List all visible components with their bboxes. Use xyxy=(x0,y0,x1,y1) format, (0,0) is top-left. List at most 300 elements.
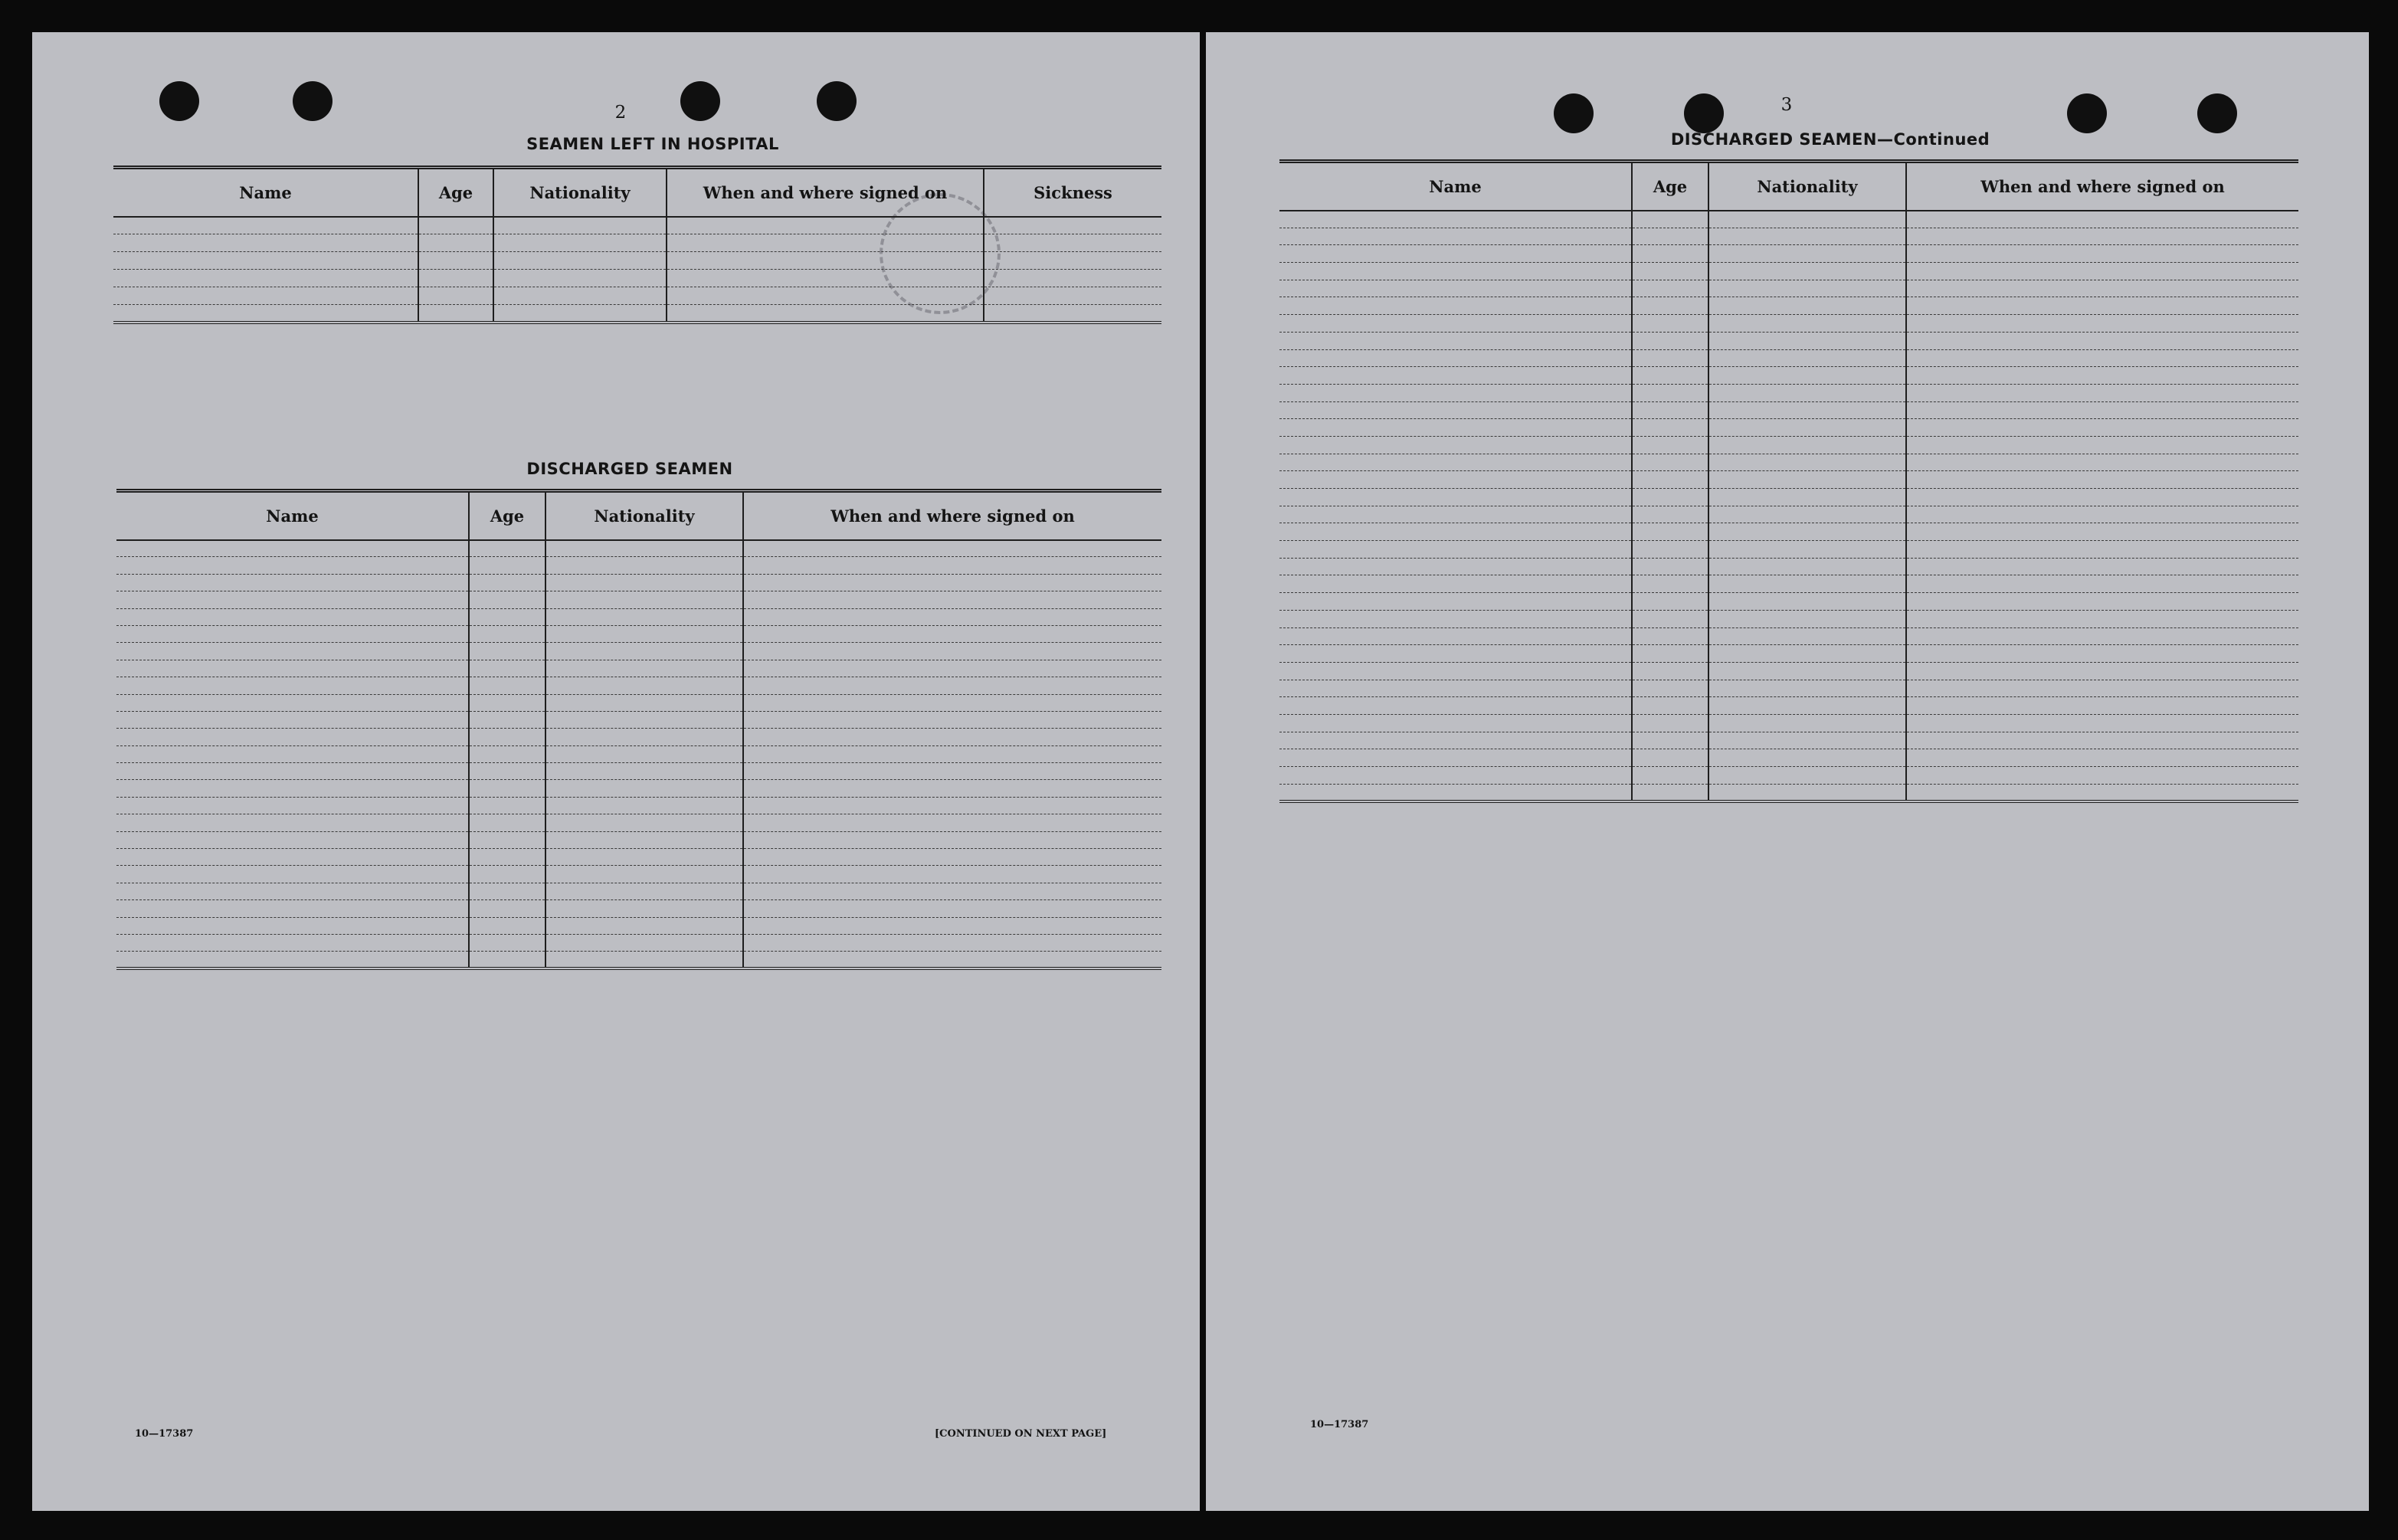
table-row xyxy=(1279,714,2298,732)
table-cell xyxy=(1279,662,1632,680)
table-cell xyxy=(1632,332,1708,349)
table-cell xyxy=(116,540,469,557)
table-cell xyxy=(469,831,545,848)
table-cell xyxy=(743,745,1161,762)
table-cell xyxy=(1708,297,1906,315)
table-cell xyxy=(743,763,1161,780)
table-cell xyxy=(743,814,1161,831)
table-row xyxy=(1279,349,2298,367)
table-cell xyxy=(1632,211,1708,228)
table-cell xyxy=(1632,436,1708,454)
table-cell xyxy=(1279,245,1632,263)
table-row xyxy=(1279,454,2298,471)
column-header-name: Name xyxy=(113,168,418,217)
table-cell xyxy=(469,660,545,677)
table-row xyxy=(1279,384,2298,401)
table-cell xyxy=(545,591,743,608)
table-cell xyxy=(743,540,1161,557)
table-cell xyxy=(1279,297,1632,315)
table-row xyxy=(116,625,1161,642)
table-cell xyxy=(116,591,469,608)
table-row xyxy=(1279,436,2298,454)
table-cell xyxy=(743,729,1161,745)
table-cell xyxy=(1708,454,1906,471)
table-cell xyxy=(1906,732,2298,749)
table-cell xyxy=(545,952,743,968)
table-cell xyxy=(545,797,743,814)
table-row xyxy=(1279,627,2298,645)
discharged-table-right-body xyxy=(1279,211,2298,801)
table-cell xyxy=(113,270,418,287)
column-header-signed-on: When and where signed on xyxy=(743,491,1161,540)
table-cell xyxy=(116,694,469,711)
table-cell xyxy=(1708,767,1906,785)
table-cell xyxy=(113,287,418,305)
table-cell xyxy=(493,305,667,323)
table-cell xyxy=(743,883,1161,899)
table-cell xyxy=(743,917,1161,934)
punch-hole-icon xyxy=(293,81,333,121)
table-cell xyxy=(1906,697,2298,715)
table-cell xyxy=(469,745,545,762)
table-row xyxy=(1279,245,2298,263)
table-cell xyxy=(1279,523,1632,541)
column-header-sickness: Sickness xyxy=(984,168,1161,217)
table-cell xyxy=(545,866,743,883)
table-cell xyxy=(1708,749,1906,767)
discharged-table-right xyxy=(1279,159,2298,803)
table-cell xyxy=(743,591,1161,608)
table-cell xyxy=(545,763,743,780)
table-cell xyxy=(469,849,545,866)
table-cell xyxy=(1708,558,1906,575)
table-cell xyxy=(743,934,1161,951)
table-cell xyxy=(984,305,1161,323)
table-cell xyxy=(545,643,743,660)
table-cell xyxy=(1906,627,2298,645)
table-cell xyxy=(1632,610,1708,627)
table-cell xyxy=(1632,315,1708,333)
table-cell xyxy=(418,270,493,287)
table-cell xyxy=(1279,454,1632,471)
table-cell xyxy=(545,814,743,831)
table-row xyxy=(116,934,1161,951)
table-cell xyxy=(1906,714,2298,732)
table-cell xyxy=(545,917,743,934)
table-row xyxy=(116,694,1161,711)
section-title-hospital: SEAMEN LEFT IN HOSPITAL xyxy=(526,135,779,153)
table-cell xyxy=(1279,732,1632,749)
table-cell xyxy=(1279,384,1632,401)
table-cell xyxy=(116,763,469,780)
table-cell xyxy=(1708,506,1906,523)
table-cell xyxy=(667,270,984,287)
table-cell xyxy=(1906,489,2298,506)
table-cell xyxy=(1708,332,1906,349)
table-cell xyxy=(1708,680,1906,697)
table-cell xyxy=(1708,541,1906,559)
table-cell xyxy=(1906,541,2298,559)
table-cell xyxy=(545,540,743,557)
table-cell xyxy=(418,217,493,234)
table-cell xyxy=(116,660,469,677)
table-cell xyxy=(116,574,469,591)
table-cell xyxy=(1632,593,1708,611)
table-cell xyxy=(1279,506,1632,523)
table-row xyxy=(113,217,1161,234)
table-row xyxy=(1279,471,2298,489)
table-cell xyxy=(493,217,667,234)
table-cell xyxy=(545,900,743,917)
discharged-table-left-body xyxy=(116,540,1161,969)
table-row xyxy=(116,660,1161,677)
table-row xyxy=(113,287,1161,305)
table-cell xyxy=(1906,297,2298,315)
table-cell xyxy=(743,952,1161,968)
table-cell xyxy=(1279,627,1632,645)
table-row xyxy=(116,883,1161,899)
discharged-table-left xyxy=(116,489,1161,970)
table-row xyxy=(113,270,1161,287)
table-cell xyxy=(1708,436,1906,454)
table-cell xyxy=(469,608,545,625)
table-cell xyxy=(1708,384,1906,401)
table-cell xyxy=(469,729,545,745)
table-cell xyxy=(116,780,469,797)
table-cell xyxy=(667,287,984,305)
table-cell xyxy=(984,287,1161,305)
table-cell xyxy=(116,608,469,625)
table-cell xyxy=(1906,680,2298,697)
table-cell xyxy=(545,934,743,951)
table-cell xyxy=(1708,575,1906,593)
column-header-age: Age xyxy=(469,491,545,540)
table-cell xyxy=(1906,471,2298,489)
table-cell xyxy=(545,574,743,591)
column-header-age: Age xyxy=(1632,162,1708,211)
table-cell xyxy=(469,883,545,899)
table-cell xyxy=(1906,558,2298,575)
table-cell xyxy=(116,952,469,968)
table-cell xyxy=(1632,662,1708,680)
table-cell xyxy=(1279,315,1632,333)
table-row xyxy=(1279,732,2298,749)
table-cell xyxy=(1708,645,1906,663)
table-cell xyxy=(1906,211,2298,228)
table-cell xyxy=(667,234,984,252)
table-row xyxy=(1279,575,2298,593)
table-row xyxy=(116,711,1161,728)
punch-hole-icon xyxy=(680,81,720,121)
table-cell xyxy=(743,608,1161,625)
table-cell xyxy=(743,557,1161,574)
table-cell xyxy=(1906,332,2298,349)
table-cell xyxy=(1279,680,1632,697)
table-row xyxy=(113,252,1161,270)
table-cell xyxy=(984,270,1161,287)
table-row xyxy=(116,574,1161,591)
table-cell xyxy=(1279,471,1632,489)
table-cell xyxy=(1279,541,1632,559)
table-cell xyxy=(1632,297,1708,315)
table-cell xyxy=(116,643,469,660)
table-cell xyxy=(418,234,493,252)
table-cell xyxy=(1632,228,1708,245)
form-number: 10—17387 xyxy=(135,1428,194,1440)
table-cell xyxy=(113,217,418,234)
table-cell xyxy=(545,608,743,625)
table-cell xyxy=(743,643,1161,660)
table-cell xyxy=(1708,211,1906,228)
table-cell xyxy=(1632,680,1708,697)
table-cell xyxy=(1279,749,1632,767)
table-cell xyxy=(1906,645,2298,663)
table-cell xyxy=(469,952,545,968)
table-cell xyxy=(469,934,545,951)
table-cell xyxy=(1906,280,2298,297)
table-row xyxy=(1279,749,2298,767)
table-cell xyxy=(469,780,545,797)
table-cell xyxy=(984,234,1161,252)
table-cell xyxy=(1906,419,2298,437)
table-cell xyxy=(1708,610,1906,627)
table-cell xyxy=(116,814,469,831)
table-row xyxy=(1279,228,2298,245)
table-row xyxy=(116,540,1161,557)
table-cell xyxy=(545,557,743,574)
table-cell xyxy=(1708,419,1906,437)
table-cell xyxy=(1906,784,2298,801)
punch-hole-icon xyxy=(2067,93,2107,133)
punch-hole-icon xyxy=(1554,93,1594,133)
column-header-age: Age xyxy=(418,168,493,217)
table-cell xyxy=(116,711,469,728)
table-cell xyxy=(667,305,984,323)
table-row xyxy=(1279,662,2298,680)
table-cell xyxy=(1279,767,1632,785)
table-cell xyxy=(1632,541,1708,559)
table-row xyxy=(116,917,1161,934)
table-cell xyxy=(1632,506,1708,523)
table-cell xyxy=(545,883,743,899)
punch-hole-icon xyxy=(1684,93,1724,133)
table-row xyxy=(116,729,1161,745)
table-cell xyxy=(116,866,469,883)
table-cell xyxy=(667,252,984,270)
table-row xyxy=(116,849,1161,866)
table-cell xyxy=(469,591,545,608)
table-cell xyxy=(1279,436,1632,454)
table-row xyxy=(1279,315,2298,333)
table-cell xyxy=(1279,697,1632,715)
hospital-table xyxy=(113,165,1161,324)
table-cell xyxy=(1632,454,1708,471)
table-row xyxy=(1279,680,2298,697)
column-header-name: Name xyxy=(116,491,469,540)
table-cell xyxy=(545,729,743,745)
table-cell xyxy=(1632,367,1708,385)
table-cell xyxy=(116,849,469,866)
table-cell xyxy=(469,540,545,557)
table-cell xyxy=(1906,367,2298,385)
page-number: 3 xyxy=(1780,95,1793,115)
table-cell xyxy=(545,694,743,711)
table-cell xyxy=(469,900,545,917)
table-cell xyxy=(469,574,545,591)
table-cell xyxy=(1279,228,1632,245)
table-cell xyxy=(1279,575,1632,593)
table-cell xyxy=(1632,575,1708,593)
table-cell xyxy=(493,270,667,287)
page-number: 2 xyxy=(614,103,627,123)
table-row xyxy=(1279,541,2298,559)
table-row xyxy=(113,234,1161,252)
table-row xyxy=(1279,610,2298,627)
table-row xyxy=(1279,784,2298,801)
table-row xyxy=(116,763,1161,780)
table-cell xyxy=(1906,454,2298,471)
table-cell xyxy=(116,729,469,745)
table-row xyxy=(1279,297,2298,315)
table-cell xyxy=(545,660,743,677)
table-cell xyxy=(1708,263,1906,280)
table-cell xyxy=(469,694,545,711)
table-cell xyxy=(1279,349,1632,367)
table-cell xyxy=(1906,245,2298,263)
table-cell xyxy=(1632,732,1708,749)
table-cell xyxy=(667,217,984,234)
table-cell xyxy=(1632,349,1708,367)
table-cell xyxy=(493,252,667,270)
right-page xyxy=(1206,32,2369,1511)
table-cell xyxy=(743,677,1161,694)
table-cell xyxy=(1632,419,1708,437)
table-cell xyxy=(116,900,469,917)
punch-hole-icon xyxy=(2197,93,2237,133)
section-title-main: DISCHARGED SEAMEN xyxy=(1670,130,1877,149)
table-cell xyxy=(1906,506,2298,523)
section-title-discharged: DISCHARGED SEAMEN xyxy=(526,460,733,478)
table-cell xyxy=(1906,384,2298,401)
table-cell xyxy=(545,849,743,866)
punch-hole-icon xyxy=(817,81,857,121)
table-cell xyxy=(1632,767,1708,785)
table-cell xyxy=(1708,627,1906,645)
table-cell xyxy=(469,557,545,574)
table-row xyxy=(1279,767,2298,785)
table-cell xyxy=(545,625,743,642)
table-cell xyxy=(116,677,469,694)
table-cell xyxy=(545,711,743,728)
table-cell xyxy=(116,917,469,934)
table-cell xyxy=(469,711,545,728)
table-cell xyxy=(1632,749,1708,767)
table-cell xyxy=(1279,489,1632,506)
table-cell xyxy=(545,831,743,848)
table-cell xyxy=(743,900,1161,917)
table-cell xyxy=(1279,610,1632,627)
table-cell xyxy=(1708,523,1906,541)
table-cell xyxy=(1632,280,1708,297)
table-cell xyxy=(1632,627,1708,645)
table-row xyxy=(116,643,1161,660)
table-cell xyxy=(1632,714,1708,732)
table-cell xyxy=(1279,714,1632,732)
table-cell xyxy=(1279,367,1632,385)
table-cell xyxy=(1708,732,1906,749)
table-cell xyxy=(469,917,545,934)
table-row xyxy=(1279,280,2298,297)
table-row xyxy=(1279,645,2298,663)
table-cell xyxy=(1632,489,1708,506)
table-cell xyxy=(1906,436,2298,454)
table-cell xyxy=(1708,593,1906,611)
table-cell xyxy=(1906,263,2298,280)
table-cell xyxy=(743,797,1161,814)
table-cell xyxy=(545,745,743,762)
table-cell xyxy=(1279,263,1632,280)
section-title-discharged-continued xyxy=(1436,130,2225,149)
table-cell xyxy=(1632,558,1708,575)
table-cell xyxy=(1906,228,2298,245)
table-cell xyxy=(1279,419,1632,437)
hospital-table-body xyxy=(113,217,1161,323)
table-cell xyxy=(743,780,1161,797)
table-cell xyxy=(493,234,667,252)
table-cell xyxy=(1906,610,2298,627)
table-row xyxy=(1279,489,2298,506)
table-cell xyxy=(116,934,469,951)
table-row xyxy=(116,780,1161,797)
table-row xyxy=(116,745,1161,762)
table-cell xyxy=(1632,245,1708,263)
table-cell xyxy=(116,831,469,848)
table-cell xyxy=(1708,367,1906,385)
table-cell xyxy=(1906,315,2298,333)
table-cell xyxy=(469,643,545,660)
table-row xyxy=(1279,506,2298,523)
table-cell xyxy=(1708,245,1906,263)
table-row xyxy=(1279,558,2298,575)
table-cell xyxy=(1708,315,1906,333)
table-row xyxy=(1279,367,2298,385)
table-cell xyxy=(113,252,418,270)
table-cell xyxy=(984,217,1161,234)
table-cell xyxy=(545,780,743,797)
table-cell xyxy=(1906,401,2298,419)
table-row xyxy=(1279,332,2298,349)
table-cell xyxy=(984,252,1161,270)
table-cell xyxy=(1708,662,1906,680)
table-row xyxy=(1279,697,2298,715)
table-cell xyxy=(743,660,1161,677)
table-cell xyxy=(1279,211,1632,228)
table-cell xyxy=(1279,784,1632,801)
table-row xyxy=(116,952,1161,968)
table-cell xyxy=(469,866,545,883)
table-cell xyxy=(743,694,1161,711)
table-row xyxy=(116,591,1161,608)
table-cell xyxy=(469,677,545,694)
table-cell xyxy=(1708,280,1906,297)
table-row xyxy=(1279,593,2298,611)
table-cell xyxy=(1708,349,1906,367)
table-row xyxy=(116,866,1161,883)
table-cell xyxy=(1708,714,1906,732)
table-cell xyxy=(1632,784,1708,801)
table-cell xyxy=(1279,645,1632,663)
table-cell xyxy=(469,763,545,780)
